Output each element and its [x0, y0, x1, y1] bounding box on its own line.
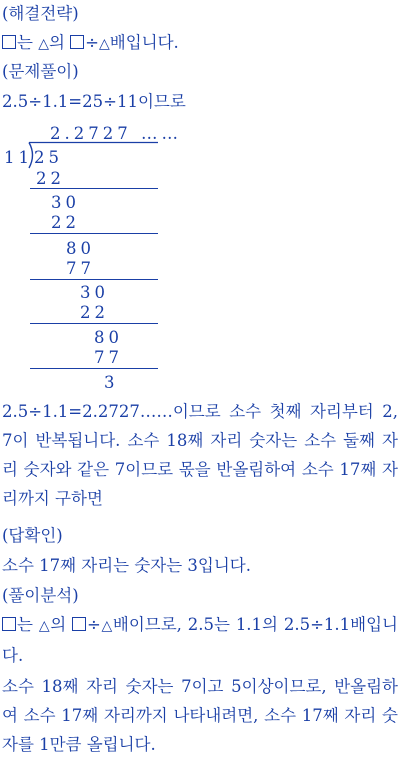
division-divisor: 11 — [4, 148, 33, 167]
division-step: 30 — [80, 283, 109, 302]
triangle-icon: △ — [100, 618, 113, 634]
solution-paragraph: 2.5÷1.1=2.2727……이므로 소수 첫째 자리부터 2, 7이 반복됩니다. 소수 18째 자리 숫자는 소수 둘째 자리 숫자와 같은 7이므로 몫을 반올림하여 소수 17째 자리까지 구하면 — [2, 402, 398, 508]
division-step: 22 — [51, 213, 80, 232]
division-rule — [30, 323, 158, 324]
division-step: 77 — [66, 259, 95, 278]
square-box-icon — [72, 617, 86, 631]
analysis-heading: (풀이분석) — [2, 586, 79, 605]
analysis-paragraph-1: 는 △의 ÷△배이므로, 2.5는 1.1의 2.5÷1.1배입니다. — [2, 615, 398, 665]
division-rule — [30, 233, 158, 234]
strategy-rule: 는 △의 ÷△배입니다. — [2, 33, 179, 54]
division-step: 77 — [94, 348, 123, 367]
solution-heading: (문제풀이) — [2, 62, 79, 81]
strategy-heading: (해결전략) — [2, 4, 79, 23]
triangle-icon: △ — [38, 618, 51, 634]
division-step: 30 — [51, 193, 80, 212]
solution-equation: 2.5÷1.1=25÷11이므로 — [2, 92, 186, 111]
triangle-icon: △ — [38, 36, 49, 52]
division-step: 22 — [36, 169, 65, 188]
triangle-icon: △ — [98, 36, 110, 52]
answer-text: 소수 17째 자리는 숫자는 3입니다. — [2, 556, 251, 575]
division-step: 80 — [94, 328, 123, 347]
answer-heading: (답확인) — [2, 526, 63, 545]
division-remainder: 3 — [104, 373, 119, 392]
division-rule — [30, 188, 158, 189]
division-dividend: 25 — [34, 148, 63, 167]
division-step: 22 — [80, 303, 109, 322]
division-quotient: 2.2727 …… — [50, 124, 182, 143]
division-rule — [30, 368, 158, 369]
square-box-icon — [2, 617, 16, 631]
division-rule — [30, 279, 158, 280]
division-step: 80 — [66, 239, 95, 258]
analysis-paragraph-2: 소수 18째 자리 숫자는 7이고 5이상이므로, 반올림하여 소수 17째 자리까지 나타내려면, 소수 17째 자리 숫자를 1만큼 올립니다. — [2, 677, 398, 754]
